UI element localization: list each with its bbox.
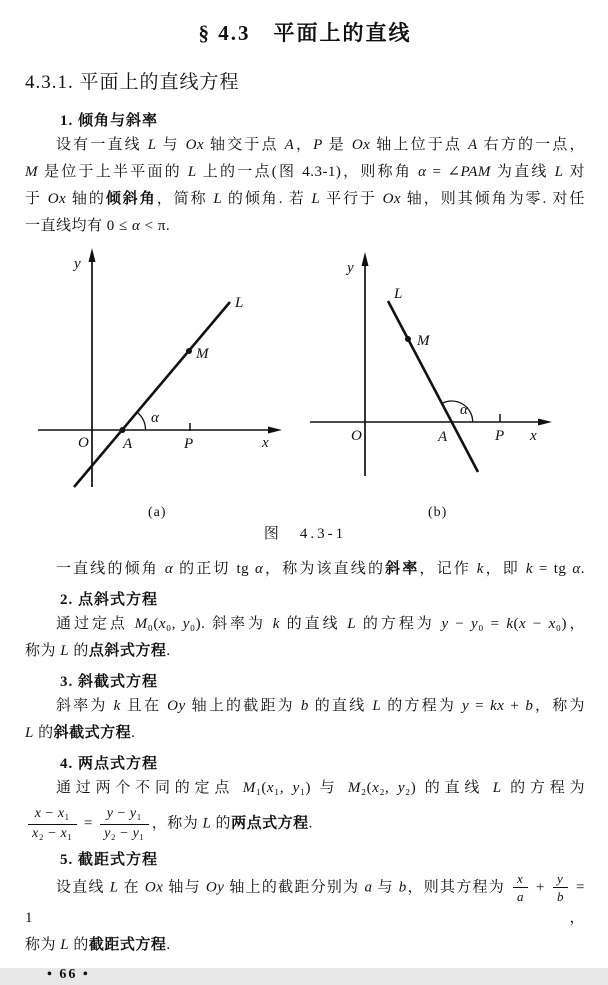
section-heading: 4.3.1. 平面上的直线方程 — [25, 72, 240, 93]
figure-a-diagram — [30, 244, 310, 522]
label-m: M — [196, 346, 209, 362]
label-l: L — [235, 295, 244, 311]
label-p: P — [184, 436, 194, 452]
figure-b-diagram — [300, 244, 580, 522]
paragraph-line: 通过两个不同的定点 M₁(x₁, y₁) 与 M₂(x₂, y₂) 的直线 L 的方程为 — [56, 780, 585, 796]
label-l: L — [394, 286, 403, 302]
paragraph-line: 称为 L 的截距式方程. — [25, 936, 171, 953]
label-alpha: α — [151, 410, 159, 426]
point-m-dot — [405, 336, 411, 342]
subsection-1-title: 1. 倾角与斜率 — [60, 113, 159, 129]
page-number: • 66 • — [47, 966, 90, 982]
subsection-4-title: 4. 两点式方程 — [60, 756, 159, 772]
point-m-dot — [186, 348, 192, 354]
equation-line: $\frac{\text{x − x₁}}{\text{x₂ − x₁}}$ = $\frac{\text{y − y₁}}{\text{y₂ − y₁}}$ ，称为 L 的两点式方程. — [25, 806, 585, 843]
label-y: y — [74, 256, 81, 272]
subsection-3-title: 3. 斜截式方程 — [60, 674, 159, 690]
label-o: O — [351, 428, 362, 444]
label-p: P — [495, 428, 505, 444]
label-o: O — [78, 435, 89, 451]
figure-caption: 图 4.3-1 — [263, 526, 347, 542]
label-x: x — [262, 435, 269, 451]
paragraph-line: 一直线的倾角 α 的正切 tg α，称为该直线的斜率，记作 k，即 k = tg α. — [56, 561, 585, 577]
paragraph-line: M 是位于上半平面的 L 上的一点(图 4.3-1)，则称角 α = ∠PAM 为直线 L 对 — [25, 164, 585, 180]
figure-4-3-1 — [25, 244, 585, 522]
page-title: § 4.3 平面上的直线 — [198, 21, 412, 45]
subsection-2-title: 2. 点斜式方程 — [60, 592, 159, 608]
subsection-5-title: 5. 截距式方程 — [60, 851, 159, 868]
label-a: A — [438, 429, 448, 445]
paragraph-line: 于 Ox 轴的倾斜角，简称 L 的倾角. 若 L 平行于 Ox 轴，则其倾角为零. 对任 — [25, 191, 585, 207]
x-axis-arrow — [538, 419, 552, 426]
point-a-dot — [120, 427, 126, 433]
label-x: x — [530, 428, 537, 444]
x-axis-arrow — [268, 427, 282, 434]
paragraph-line: 设直线 L 在 Ox 轴与 Oy 轴上的截距分别为 a 与 b，则其方程为 $\frac{x}{a}$ + $\frac{y}{b}$ = 1， — [25, 870, 585, 926]
label-y: y — [347, 260, 354, 276]
paragraph-line: L 的斜截式方程. — [25, 725, 136, 741]
paragraph-line: 设有一直线 L 与 Ox 轴交于点 A，P 是 Ox 轴上位于点 A 右方的一点， — [56, 137, 585, 153]
line-l — [388, 301, 478, 472]
paragraph-line: 斜率为 k 且在 Oy 轴上的截距为 b 的直线 L 的方程为 y = kx + b，称为 — [56, 698, 585, 714]
subfigure-tag: (b) — [428, 505, 448, 520]
label-m: M — [417, 333, 430, 349]
paragraph-line: 一直线均有 0 ≤ α < π. — [25, 218, 171, 234]
angle-arc — [137, 412, 145, 430]
label-a: A — [123, 436, 133, 452]
subfigure-tag: (a) — [148, 505, 167, 520]
label-alpha: α — [460, 402, 468, 418]
paragraph-line: 称为 L 的点斜式方程. — [25, 643, 171, 659]
line-l — [74, 302, 230, 487]
paragraph-line: 通过定点 M₀(x₀, y₀). 斜率为 k 的直线 L 的方程为 y − y₀ = k(x − x₀)， — [56, 616, 585, 632]
